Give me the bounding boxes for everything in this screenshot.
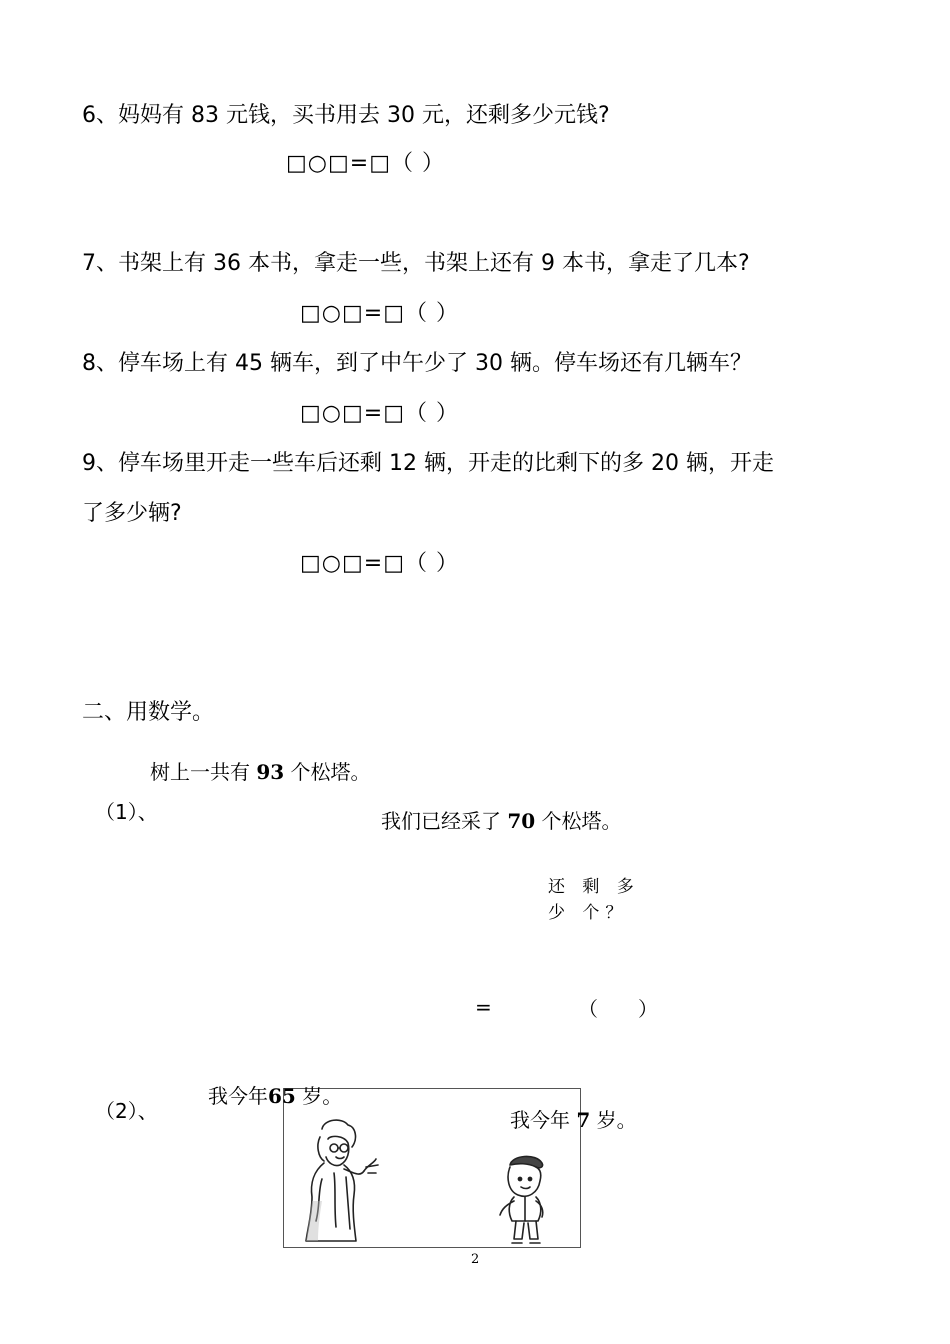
tree-total-number: 93 [256,760,285,784]
picked-text-post: 个松塔。 [535,809,622,833]
grandma-age-number: 65 [268,1084,296,1108]
picked-pinecones [381,805,622,834]
tree-text-pre: 树上一共有 [150,760,257,784]
boy-illustration [492,1151,562,1247]
picked-number: 70 [507,809,536,833]
grandma-text-pre: 我今年 [208,1084,268,1108]
section-2-title: 二、用数学。 [82,700,215,725]
question-9-text: 9、停车场里开走一些车后还剩 12 辆，开走的比剩下的多 20 辆，开走 [82,451,774,476]
question-7-text: 7、书架上有 36 本书，拿走一些，书架上还有 9 本书，拿走了几本? [82,251,750,276]
question-8-formula: □○□=□（ ） [300,401,459,426]
page-number: 2 [471,1252,480,1267]
question-9-formula: □○□=□（ ） [300,551,459,576]
boy-text-post: 岁。 [590,1108,637,1132]
answer-parentheses: （ ） [578,997,658,1021]
grandma-text-post: 岁。 [295,1084,343,1108]
tree-text-post: 个松塔。 [284,760,371,784]
question-8-text: 8、停车场上有 45 辆车，到了中午少了 30 辆。停车场还有几辆车？ [82,351,752,376]
boy-text-pre: 我今年 [510,1108,577,1132]
question-6-text: 6、妈妈有 83 元钱，买书用去 30 元，还剩多少元钱? [82,103,610,128]
boy-age-number: 7 [576,1108,591,1132]
how-many-left-question: 还 剩 多 少 个？ [548,877,640,923]
problem-2-label: （2）、 [95,1099,158,1123]
grandma-illustration [294,1117,394,1245]
problem-1-label: （1）、 [95,800,158,824]
tree-pinecone-total [150,756,371,785]
grandma-age-speech [208,1080,342,1109]
equals-sign: = [475,995,492,1019]
question-9-text-continued: 了多少辆? [82,501,182,526]
boy-age-speech [510,1104,637,1133]
question-6-formula: □○□=□（ ） [286,151,445,176]
picked-text-pre: 我们已经采了 [381,809,508,833]
question-7-formula: □○□=□（ ） [300,301,459,326]
